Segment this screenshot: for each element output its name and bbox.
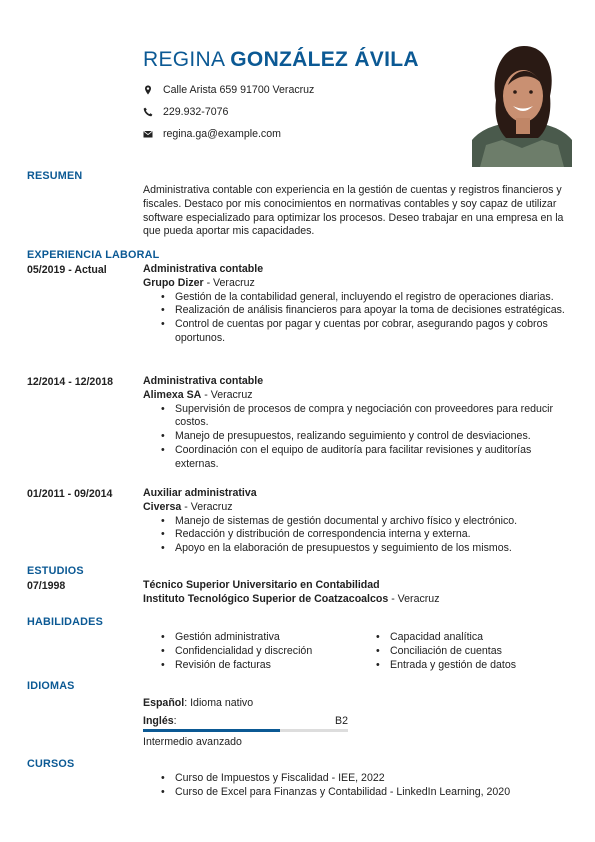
language-native <box>143 697 348 709</box>
education-degree: Técnico Superior Universitario en Contabilidad <box>143 579 380 591</box>
courses-list <box>143 772 573 800</box>
section-title-languages: IDIOMAS <box>27 680 75 692</box>
first-name: REGINA <box>143 48 225 71</box>
list-item: • Control de cuentas por pagar y cuentas por cobrar, asegurando pagos y cobros oportunos. <box>175 318 573 346</box>
location-pin-icon <box>143 85 153 95</box>
job-2 <box>143 375 573 472</box>
job-1-employer <box>143 277 573 291</box>
list-item: • Gestión de la contabilidad general, incluyendo el registro de operaciones diarias. <box>175 291 573 305</box>
skills-column-2 <box>358 631 573 672</box>
list-item: • Coordinación con el equipo de auditoría para facilitar revisiones y auditorías externas. <box>175 444 573 472</box>
language-second-code: B2 <box>335 715 348 727</box>
job-2-employer <box>143 389 573 403</box>
section-title-courses: CURSOS <box>27 758 75 770</box>
list-item: • Gestión administrativa <box>175 631 358 645</box>
language-second <box>143 715 348 748</box>
job-2-location: - Veracruz <box>201 388 253 401</box>
job-1-dates: 05/2019 - Actual <box>27 264 107 276</box>
skills-list <box>143 631 573 672</box>
job-3-location: - Veracruz <box>181 500 233 513</box>
language-colon: : <box>184 697 191 709</box>
list-item: • Entrada y gestión de datos <box>390 659 573 673</box>
education-school: Instituto Tecnológico Superior de Coatzacoalcos <box>143 592 389 605</box>
list-item: • Conciliación de cuentas <box>390 645 573 659</box>
job-1-title: Administrativa contable <box>143 263 264 275</box>
job-1-location: - Veracruz <box>203 276 255 289</box>
phone-icon <box>143 107 153 117</box>
list-item: • Realización de análisis financieros para apoyar la toma de decisiones estratégicas. <box>175 304 573 318</box>
profile-photo <box>472 40 572 167</box>
phone-text: 229.932-7076 <box>163 106 229 118</box>
list-item: • Redacción y distribución de correspondencia interna y externa. <box>175 528 573 542</box>
list-item: • Curso de Impuestos y Fiscalidad - IEE, 2022 <box>175 772 573 786</box>
list-item: • Confidencialidad y discreción <box>175 645 358 659</box>
job-1-bullets <box>143 291 573 346</box>
education-entry <box>143 579 573 607</box>
language-level-bar <box>143 729 348 732</box>
list-item: • Revisión de facturas <box>175 659 358 673</box>
job-2-bullets <box>143 403 573 472</box>
candidate-name <box>143 48 419 72</box>
contact-address <box>143 84 314 96</box>
list-item: • Supervisión de procesos de compra y negociación con proveedores para reducir costos. <box>175 403 573 431</box>
job-2-dates: 12/2014 - 12/2018 <box>27 376 114 388</box>
language-second-level: Intermedio avanzado <box>143 736 242 748</box>
address-text: Calle Arista 659 91700 Veracruz <box>163 84 315 96</box>
section-title-summary: RESUMEN <box>27 170 83 182</box>
skills-column-1 <box>143 631 358 672</box>
job-1-company: Grupo Dizer <box>143 276 204 289</box>
job-3-employer <box>143 501 573 515</box>
education-date: 07/1998 <box>27 580 66 592</box>
section-title-experience: EXPERIENCIA LABORAL <box>27 249 160 261</box>
job-3 <box>143 487 573 556</box>
job-2-company: Alimexa SA <box>143 388 202 401</box>
section-title-skills: HABILIDADES <box>27 616 103 628</box>
job-2-title: Administrativa contable <box>143 375 264 387</box>
language-second-label: Inglés: <box>143 715 177 727</box>
education-location: - Veracruz <box>388 592 440 605</box>
list-item: • Manejo de presupuestos, realizando seguimiento y control de desviaciones. <box>175 430 573 444</box>
job-3-title: Auxiliar administrativa <box>143 487 257 499</box>
contact-email <box>143 128 281 140</box>
language-level-fill <box>143 729 280 732</box>
language-native-level: Idioma nativo <box>190 697 254 709</box>
job-1 <box>143 263 573 346</box>
list-item: • Manejo de sistemas de gestión documental y archivo físico y electrónico. <box>175 515 573 529</box>
job-3-dates: 01/2011 - 09/2014 <box>27 488 113 500</box>
list-item: • Apoyo en la elaboración de presupuestos y seguimiento de los mismos. <box>175 542 573 556</box>
education-institution <box>143 593 573 607</box>
job-3-company: Civersa <box>143 500 182 513</box>
summary-text: Administrativa contable con experiencia en la gestión de cuentas y registros financieros y fiscales. Destaco por mis conocimientos en normativas contables y soy capaz de utilizar software especializado para optimizar los procesos. Deseo trabajar en una empresa en la que pueda aportar mis capacidades. <box>143 184 564 238</box>
list-item: • Capacidad analítica <box>390 631 573 645</box>
envelope-icon <box>143 129 153 139</box>
email-text[interactable]: regina.ga@example.com <box>163 128 281 140</box>
contact-phone <box>143 106 228 118</box>
language-native-name: Español <box>143 697 185 709</box>
job-3-bullets <box>143 515 573 556</box>
last-name: GONZÁLEZ ÁVILA <box>230 48 419 71</box>
section-title-education: ESTUDIOS <box>27 565 84 577</box>
language-second-name: Inglés <box>143 715 174 727</box>
list-item: • Curso de Excel para Finanzas y Contabilidad - LinkedIn Learning, 2020 <box>175 786 573 800</box>
